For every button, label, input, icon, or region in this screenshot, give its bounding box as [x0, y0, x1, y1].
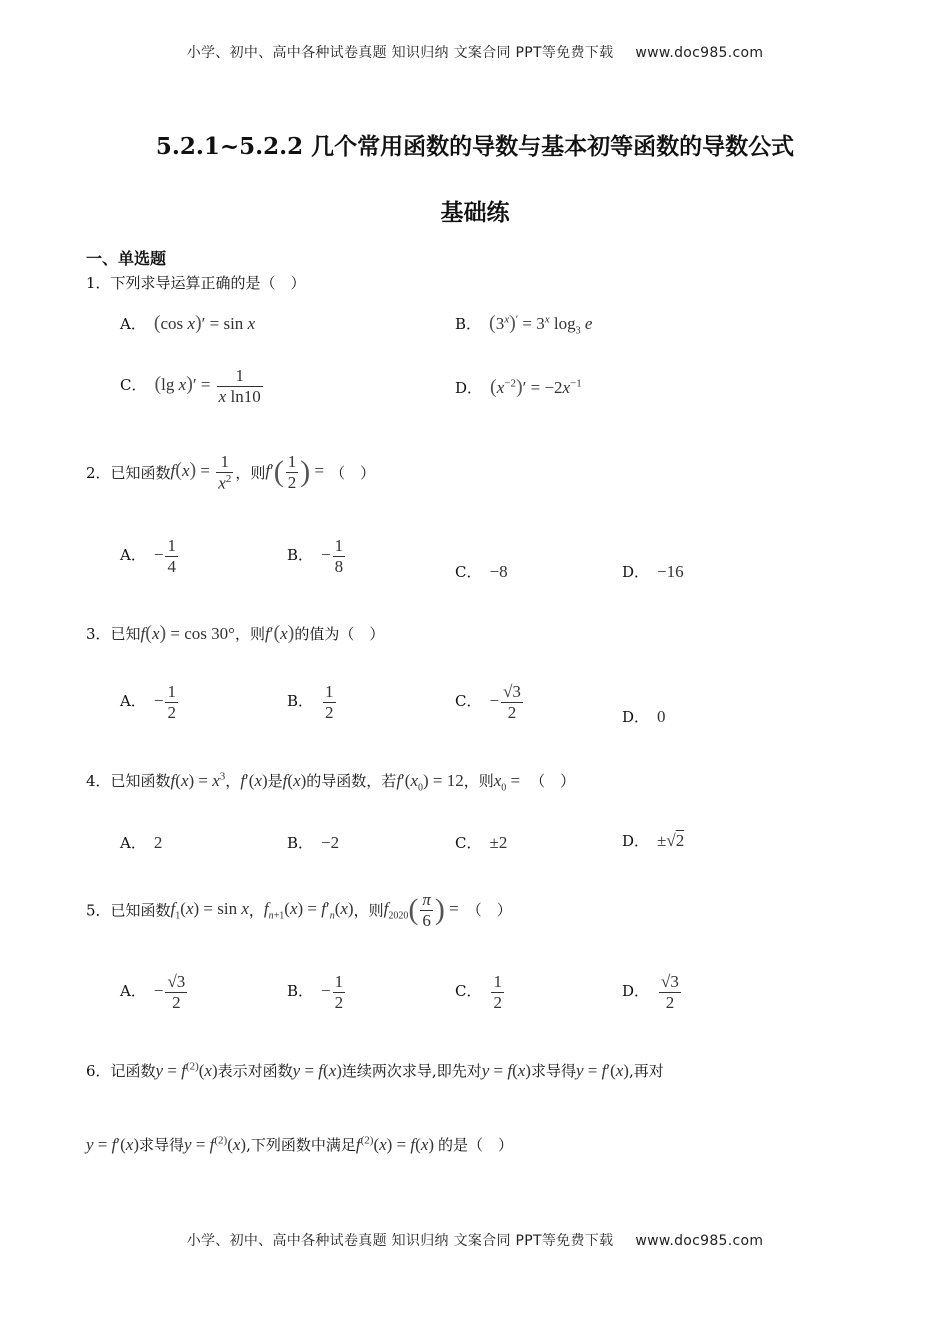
q4-paren: （ ） — [530, 772, 576, 790]
q4-x0: $x_0$ = — [493, 771, 521, 794]
q4-label-d: D． — [622, 832, 650, 850]
page-title: 5.2.1~5.2.2 几个常用函数的导数与基本初等函数的导数公式 — [155, 133, 795, 160]
q6-t1: 表示对函数 — [217, 1062, 293, 1080]
q5-formula: $f_1(x) = \sin x$ — [170, 898, 249, 922]
question-1-stem: 1．下列求导运算正确的是（ ） — [86, 274, 306, 292]
q1-label-d: D． — [455, 379, 483, 397]
q4-formula-a: 2 — [153, 833, 163, 852]
header-text: 小学、初中、高中各种试卷真题 知识归纳 文案合同 PPT等免费下载 — [186, 45, 614, 61]
q5-paren: （ ） — [466, 901, 512, 920]
q3-tail: 的值为（ ） — [294, 625, 385, 643]
q4-num: 4．已知函数 — [86, 772, 171, 790]
q2-label-c: C． — [455, 563, 482, 581]
q4-cond: $f'(x_0) = 12$ — [396, 771, 464, 794]
q5-label-c: C． — [455, 981, 482, 1000]
q3-option-c — [455, 682, 525, 722]
q6-m6: $y = f^{(2)}(x)$ — [184, 1134, 247, 1154]
q5-option-b — [287, 972, 347, 1012]
page-subtitle: 基础练 — [440, 199, 510, 226]
q5-formula-b: − $\frac{1}{2}$ — [321, 972, 344, 1012]
q3-option-b — [287, 682, 338, 722]
q5-option-a — [120, 972, 189, 1012]
q4-formula-d: ±√2 — [657, 831, 685, 850]
q4-formula-b: −2 — [321, 833, 340, 852]
q5-num: 5．已知函数 — [86, 901, 171, 920]
q5-formula-c: $\frac{1}{2}$ — [493, 972, 502, 1012]
q6-m3: y = f(x) — [481, 1061, 531, 1080]
q1-label-c: C． — [120, 375, 147, 394]
q1-formula-c: (lg x)′ = $\frac{1}{\text{x ln10}}$ — [154, 366, 261, 406]
q5-formula-a: − $\frac{√3}{2}$ — [153, 972, 186, 1012]
q1-label-a: A． — [120, 315, 146, 333]
q3-label-b: B． — [287, 691, 314, 710]
q6-t3: 求导得 — [530, 1062, 576, 1080]
q6-t2: 连续两次求导,即先对 — [341, 1062, 482, 1080]
header-site: www.doc985.com — [635, 45, 764, 61]
q1-option-d — [455, 376, 582, 399]
q3-then: ，则 — [234, 625, 265, 643]
q4-fx: f(x) — [282, 771, 307, 790]
q1-option-b — [455, 312, 592, 336]
q5-option-c — [455, 972, 506, 1012]
q2-formula-a: − $\frac{1}{4}$ — [153, 536, 176, 576]
q2-num: 2．已知函数 — [86, 463, 171, 482]
q4-label-c: C． — [455, 834, 482, 852]
q5-c1: ， — [248, 901, 264, 920]
q2-formula-d: −16 — [657, 562, 684, 581]
q4-option-c — [455, 832, 507, 853]
q2-option-d — [622, 561, 684, 582]
footer-text: 小学、初中、高中各种试卷真题 知识归纳 文案合同 PPT等免费下载 — [186, 1233, 614, 1249]
q6-m7: $f^{(2)}(x) = f(x)$ — [355, 1134, 435, 1154]
q3-option-d — [622, 706, 666, 727]
question-6-line-2 — [86, 1134, 513, 1155]
q6-m1: $y = f^{(2)}(x)$ — [155, 1060, 218, 1080]
q1-formula-d: $(x^{-2})' = -2x^{-1}$ — [490, 376, 582, 398]
q2-paren: （ ） — [330, 463, 376, 482]
q3-formula: f(x) = cos 30° — [140, 622, 235, 644]
q3-formula-c: − $\frac{√3}{2}$ — [489, 682, 521, 722]
question-3-stem — [86, 622, 384, 645]
q5-option-d — [622, 972, 683, 1012]
q5-eval: $f_{2020}$( $\frac{\pi}{6}$ ) = — [383, 890, 459, 930]
q3-label-a: A． — [120, 691, 146, 710]
section-heading: 一、单选题 — [86, 249, 167, 268]
q4-formula-c: ±2 — [489, 833, 508, 852]
q5-label-b: B． — [287, 981, 314, 1000]
q5-formula-d: $\frac{√3}{2}$ — [661, 972, 679, 1012]
q1-option-a — [120, 312, 255, 335]
q3-formula-a: − $\frac{1}{2}$ — [153, 682, 176, 722]
q2-formula-b: − $\frac{1}{8}$ — [321, 536, 344, 576]
q4-then: ，则 — [463, 772, 494, 790]
q3-formula-b: $\frac{1}{2}$ — [325, 682, 334, 722]
q5-label-d: D． — [622, 981, 650, 1000]
q4-option-b — [287, 832, 339, 853]
question-6-line-1 — [86, 1060, 664, 1081]
q6-num: 6．记函数 — [86, 1062, 156, 1080]
q2-formula-c: −8 — [489, 562, 508, 581]
q3-label-d: D． — [622, 708, 650, 726]
q4-option-a — [120, 832, 162, 853]
q1-formula-a: (cos x)′ = sin x — [153, 312, 256, 334]
q1-formula-b: $(3^x)' = 3^x$ $\log_3 e$ — [489, 312, 593, 337]
question-4-stem — [86, 770, 575, 793]
q4-option-d — [622, 830, 684, 851]
q6-m2: y = f(x) — [292, 1061, 342, 1080]
q3-option-a — [120, 682, 180, 722]
page-footer — [0, 1230, 950, 1250]
q2-then: ，则 — [235, 463, 266, 482]
q1-option-c — [120, 366, 265, 406]
q3-label-c: C． — [455, 691, 482, 710]
q4-deriv-sym: f′(x) — [240, 771, 268, 790]
page-header — [0, 42, 950, 62]
question-2-stem — [86, 452, 375, 493]
q4-formula: $f(x) = x^3$ — [170, 770, 226, 790]
q2-label-d: D． — [622, 563, 650, 581]
q4-label-b: B． — [287, 834, 314, 852]
q2-option-b — [287, 536, 347, 576]
q6-m5: y = f′(x) — [86, 1135, 139, 1154]
footer-site: www.doc985.com — [635, 1233, 764, 1249]
q6-m4: y = f′(x) — [575, 1061, 629, 1080]
q4-deriv: 的导函数，若 — [306, 772, 397, 790]
q4-c1: ， — [225, 772, 241, 790]
q6-t7: 的是（ ） — [438, 1136, 514, 1154]
q2-eval: f′( $\frac{1}{2}$ ) = — [265, 452, 325, 492]
question-5-stem — [86, 890, 512, 930]
q3-eval: f′(x) — [264, 622, 295, 644]
q5-then: ，则 — [353, 901, 384, 920]
q2-formula: f(x) = $\frac{1}{x^2}$ — [170, 452, 232, 493]
q2-label-a: A． — [120, 545, 146, 564]
q5-recur: $f_{n+1}(x) = f'_n(x)$ — [263, 898, 354, 922]
q2-option-c — [455, 561, 508, 582]
q6-t4: ,再对 — [628, 1062, 664, 1080]
q3-num: 3．已知 — [86, 625, 141, 643]
q3-formula-d: 0 — [657, 707, 666, 726]
q1-label-b: B． — [455, 315, 482, 333]
q4-label-a: A． — [120, 834, 146, 852]
q6-t6: ,下列函数中满足 — [246, 1136, 356, 1154]
q2-option-a — [120, 536, 180, 576]
q4-is: 是 — [267, 772, 283, 790]
q2-label-b: B． — [287, 545, 314, 564]
q5-label-a: A． — [120, 981, 146, 1000]
q6-t5: 求导得 — [138, 1136, 184, 1154]
